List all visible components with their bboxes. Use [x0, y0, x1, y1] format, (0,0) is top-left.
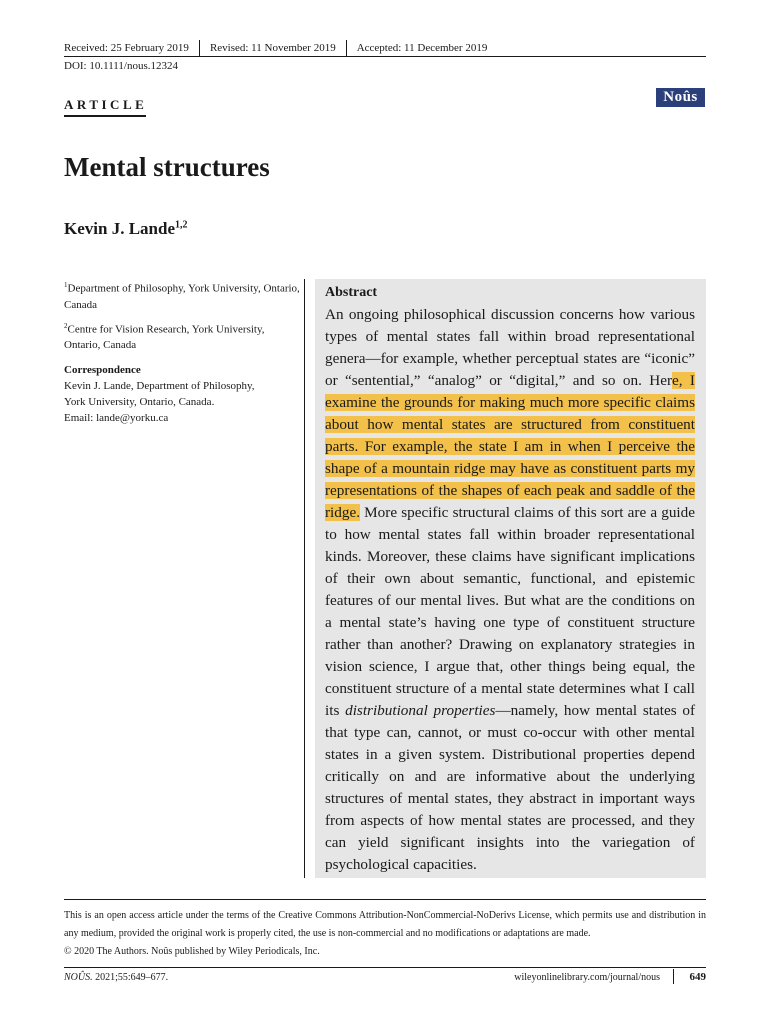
publication-dates	[64, 40, 497, 56]
correspondence	[64, 362, 300, 426]
accepted-date: Accepted: 11 December 2019	[356, 42, 488, 54]
received-date: Received: 25 February 2019	[64, 42, 189, 54]
abstract-box	[315, 279, 706, 878]
affiliation-text: Centre for Vision Research, York University, Ontario, Canada	[64, 323, 265, 352]
correspondence-email[interactable]: Email: lande@yorku.ca	[64, 412, 169, 424]
author-name	[64, 219, 188, 239]
correspondence-heading: Correspondence	[64, 364, 141, 376]
abstract-text-part: —namely, how mental states of that type can, cannot, or must co-occur with other mental states in a given system. Distributional properties depend critically on and are informative about the underlying structures of mental states, they abstract in important ways from aspects of how mental states are processed, and they can yield significant insights into the variegation of psychological capacities.	[325, 702, 696, 873]
revised-date: Revised: 11 November 2019	[209, 42, 336, 54]
journal-logo: Noûs	[656, 88, 705, 107]
license-text: This is an open access article under the terms of the Creative Commons Attribution-NonCommercial-NoDerivs License, which permits use and distribution in any medium, provided the original work is properly cited, the use is non-commercial and no modifications or adaptations are made.	[64, 910, 706, 939]
copyright-text: © 2020 The Authors. Noûs published by Wiley Periodicals, Inc.	[64, 946, 320, 957]
abstract-highlighted-text: e, I examine the grounds for making much more specific claims about how mental states are structured from constituent parts. For example, the state I am in when I perceive the shape of a mountain ridge may have as constituent parts my representations of the shapes of each peak and saddle of the ridge.	[325, 372, 695, 521]
paper-title: Mental structures	[64, 152, 270, 182]
abstract-text-part: An ongoing philosophical discussion concerns how various types of mental states fall within broad representational genera—for example, whether perceptual states are “iconic” or “sentential,” “analog” or “digital,” and so on. Her	[325, 306, 695, 389]
author-name-text: Kevin J. Lande	[64, 219, 175, 238]
footer-rule	[64, 899, 706, 900]
article-type-underline	[64, 115, 146, 117]
affiliation-mark: 2	[64, 321, 68, 330]
header-rule	[64, 56, 706, 57]
journal-url[interactable]: wileyonlinelibrary.com/journal/nous	[514, 972, 660, 983]
affiliation-2	[64, 318, 300, 354]
journal-citation	[64, 972, 168, 983]
article-type-label: ARTICLE	[64, 97, 148, 112]
correspondence-line: York University, Ontario, Canada.	[64, 396, 215, 408]
correspondence-line: Kevin J. Lande, Department of Philosophy,	[64, 380, 255, 392]
affiliation-mark: 1	[64, 281, 68, 289]
abstract-heading: Abstract	[325, 285, 378, 300]
affiliation-1	[64, 277, 300, 313]
column-divider	[304, 279, 305, 878]
abstract-text-part: More specific structural claims of this sort are a guide to how mental states fall within broader representational kinds. Moreover, these claims have significant implications of their own about semantic, functional, and epistemic features of our mental lives. But what are the conditions on a mental state’s having one type of constituent structure rather than another? Drawing on explanatory strategies in vision science, I argue that, other things being equal, the constituent structure of a mental state determines what I call its	[325, 504, 695, 719]
page-number-separator	[673, 969, 674, 984]
citation-journal: NOÛS.	[64, 972, 93, 983]
abstract-text	[325, 304, 695, 876]
bottom-rule	[64, 967, 706, 968]
citation-volume: 2021;55:649–677.	[92, 972, 169, 983]
doi: DOI: 10.1111/nous.12324	[64, 60, 178, 72]
license-notice	[64, 907, 706, 961]
affiliation-text: Department of Philosophy, York University, Ontario, Canada	[64, 282, 300, 311]
page-number: 649	[689, 971, 706, 983]
abstract-emphasis: distributional properties	[345, 702, 496, 719]
affiliations	[64, 277, 300, 358]
author-affiliation-marks: 1,2	[175, 219, 188, 231]
